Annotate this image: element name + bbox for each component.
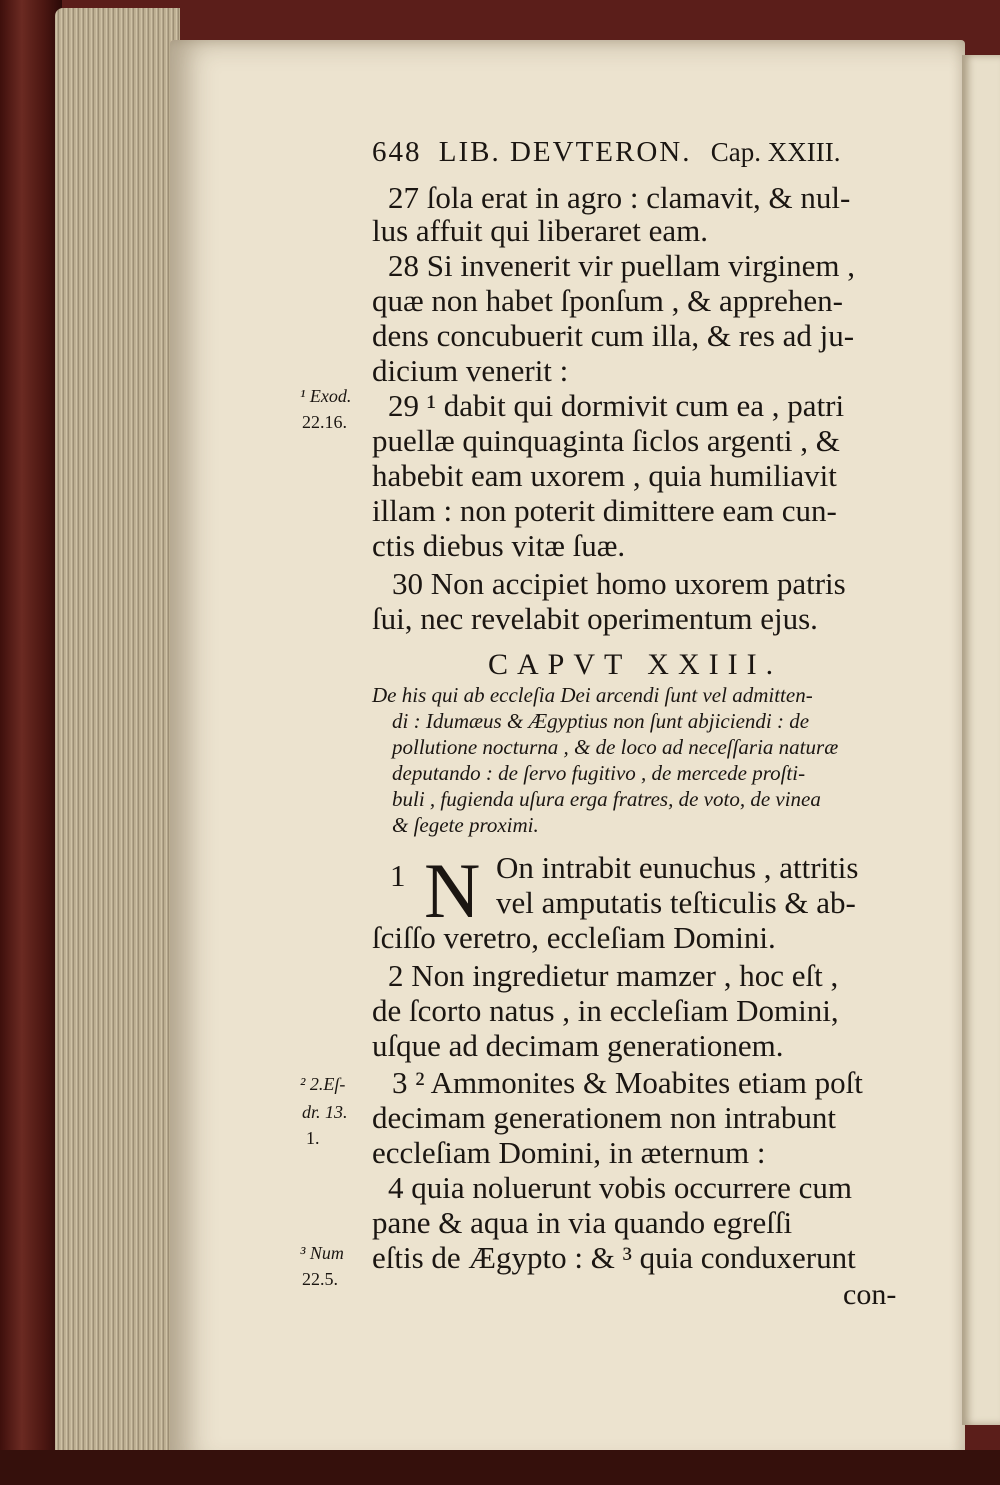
text-line: ſciſſo veretro, eccleſiam Domini.	[372, 920, 776, 955]
text-line: ſui, nec revelabit operimentum ejus.	[372, 601, 818, 636]
summary-line: deputando : de ſervo fugitivo , de mercede proſti-	[392, 761, 806, 785]
text-line: pane & aqua in via quando egreſſi	[372, 1205, 793, 1240]
summary-line: pollutione nocturna , & de loco ad neceſſaria naturæ	[392, 735, 839, 759]
text-line: 3 ² Ammonites & Moabites etiam poſt	[392, 1065, 863, 1100]
text-line: 2 Non ingredietur mamzer , hoc eſt ,	[388, 958, 839, 993]
text-line: dicium venerit :	[372, 353, 569, 388]
margin-note: 22.5.	[302, 1269, 338, 1289]
text-line: ctis diebus vitæ ſuæ.	[372, 528, 626, 563]
drop-cap: N	[424, 847, 481, 934]
running-head	[372, 136, 840, 169]
text-line: eſtis de Ægypto : & ³ quia conduxerunt	[372, 1240, 856, 1275]
text-line: quæ non habet ſponſum , & apprehen-	[372, 283, 843, 318]
text-line: dens concubuerit cum illa, & res ad ju-	[372, 318, 855, 353]
page-number: 648	[372, 136, 422, 168]
text-line: decimam generationem non intrabunt	[372, 1100, 836, 1135]
text-line: illam : non poterit dimittere eam cun-	[372, 493, 837, 528]
margin-note: dr. 13.	[302, 1102, 348, 1122]
summary-line: & ſegete proximi.	[392, 813, 539, 837]
text-line: vel amputatis teſticulis & ab-	[496, 885, 856, 920]
text-line: uſque ad decimam generationem.	[372, 1028, 784, 1063]
summary-line: De his qui ab eccleſia Dei arcendi ſunt vel admitten-	[372, 683, 813, 707]
right-page-edge	[962, 55, 1000, 1425]
chapter-heading: CAPVT XXIII.	[488, 648, 783, 681]
margin-note: ² 2.Eſ-	[300, 1074, 346, 1094]
text-line: 30 Non accipiet homo uxorem patris	[392, 566, 846, 601]
page-edges	[55, 8, 180, 1478]
summary-line: buli , fugienda uſura erga fratres, de voto, de vinea	[392, 787, 821, 811]
chapter-label: Cap. XXIII.	[710, 137, 841, 167]
text-line: puellæ quinquaginta ſiclos argenti , &	[372, 423, 840, 458]
margin-note: 1.	[306, 1128, 320, 1148]
margin-note: ³ Num	[300, 1243, 344, 1263]
text-line: On intrabit eunuchus , attritis	[496, 850, 859, 885]
text-line: habebit eam uxorem , quia humiliavit	[372, 458, 837, 493]
catchword: con-	[843, 1278, 897, 1311]
book-title: LIB. DEVTERON.	[438, 136, 692, 168]
text-line: lus affuit qui liberaret eam.	[372, 213, 709, 248]
text-line: de ſcorto natus , in eccleſiam Domini,	[372, 993, 839, 1028]
margin-note: 22.16.	[302, 412, 347, 432]
summary-line: di : Idumæus & Ægyptius non ſunt abjiciendi : de	[392, 709, 810, 733]
text-line: eccleſiam Domini, in æternum :	[372, 1135, 766, 1170]
text-line: 4 quia noluerunt vobis occurrere cum	[388, 1170, 852, 1205]
verse-number: 1	[390, 858, 406, 893]
margin-note: ¹ Exod.	[300, 386, 352, 406]
text-line: 29 ¹ dabit qui dormivit cum ea , patri	[388, 388, 845, 423]
book-spine	[0, 0, 62, 1485]
text-line: 27 ſola erat in agro : clamavit, & nul-	[388, 180, 851, 215]
bottom-shadow	[0, 1450, 1000, 1485]
text-line: 28 Si invenerit vir puellam virginem ,	[388, 248, 855, 283]
